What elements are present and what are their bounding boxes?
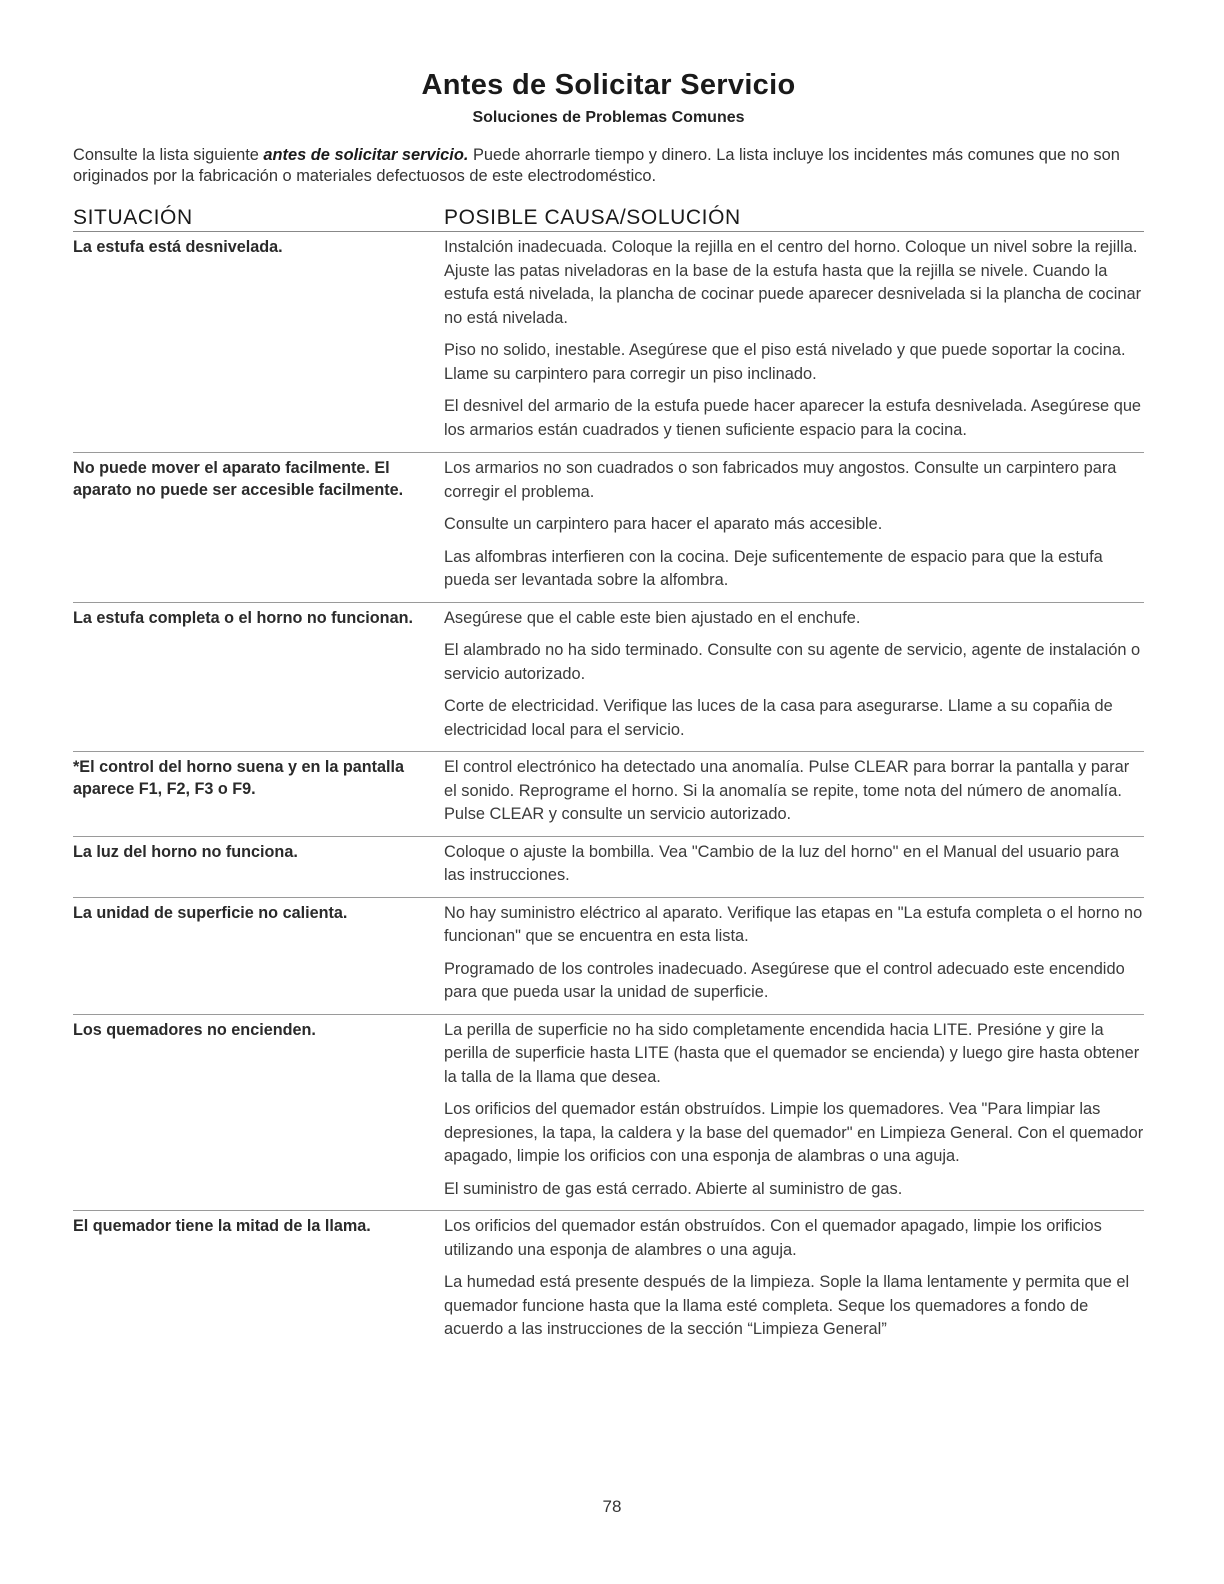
situation-text: La estufa completa o el horno no funcionan. <box>73 608 413 627</box>
troubleshooting-page <box>73 68 1144 1351</box>
cause-solution-text: Programado de los controles inadecuado. Asegúrese que el control adecuado este encendido para que pueda usar la unidad de superficie. <box>444 959 1125 1001</box>
cause-solution-text: Los orificios del quemador están obstruídos. Con el quemador apagado, limpie los orificios utilizando una esponja de alambres o una aguja. <box>444 1217 1102 1259</box>
situation-column-header: SITUACIÓN <box>73 206 193 229</box>
situation-text: La luz del horno no funciona. <box>73 842 298 861</box>
cause-list <box>444 756 1144 827</box>
cause-list <box>444 1019 1144 1202</box>
situation-text: *El control del horno suena y en la pantalla aparece F1, F2, F3 o F9. <box>73 758 405 798</box>
intro-text-before: Consulte la lista siguiente <box>73 146 264 164</box>
cause-solution-text: El alambrado no ha sido terminado. Consulte con su agente de servicio, agente de instalación o servicio autorizado. <box>444 641 1141 683</box>
cause-list <box>444 457 1144 593</box>
cause-solution-text: Corte de electricidad. Verifique las luces de la casa para asegurarse. Llame a su copañia de electricidad local para el servicio. <box>444 697 1113 739</box>
situation-text: No puede mover el aparato facilmente. El aparato no puede ser accesible facilmente. <box>73 459 404 499</box>
cause-list <box>444 236 1144 442</box>
troubleshooting-row <box>73 1015 1144 1212</box>
troubleshooting-row <box>73 232 1144 453</box>
intro-paragraph <box>73 145 1144 187</box>
cause-column-header: POSIBLE CAUSA/SOLUCIÓN <box>444 206 741 229</box>
cause-solution-text: Las alfombras interfieren con la cocina. Deje suficentemente de espacio para que la estufa pueda ser levantada sobre la alfombra. <box>444 547 1103 589</box>
cause-solution-text: Piso no solido, inestable. Asegúrese que el piso está nivelado y que puede soportar la cocina. Llame su carpintero para corregir un piso inclinado. <box>444 341 1126 383</box>
cause-solution-text: Consulte un carpintero para hacer el aparato más accesible. <box>444 515 883 533</box>
troubleshooting-row <box>73 603 1144 753</box>
column-headers <box>73 201 1144 232</box>
cause-solution-text: La perilla de superficie no ha sido completamente encendida hacia LITE. Presióne y gire la perilla de superficie hasta LITE (hasta que el quemador se encienda) y luego gire hasta obtener la talla de la llama que desea. <box>444 1020 1140 1086</box>
cause-solution-text: Instalción inadecuada. Coloque la rejilla en el centro del horno. Coloque un nivel sobre la rejilla. Ajuste las patas niveladoras en la base de la estufa hasta que la rejilla se nivele. Cuando la estufa está nivelada, la plancha de cocinar puede aparecer desnivelada si la plancha de cocinar no está nivelada. <box>444 238 1142 327</box>
page-title: Antes de Solicitar Servicio <box>421 69 796 101</box>
page-subtitle: Soluciones de Problemas Comunes <box>472 109 745 126</box>
troubleshooting-row <box>73 1211 1144 1351</box>
situation-text: Los quemadores no encienden. <box>73 1020 316 1039</box>
cause-solution-text: Los armarios no son cuadrados o son fabricados muy angostos. Consulte un carpintero para corregir el problema. <box>444 459 1117 501</box>
intro-text-after: Puede ahorrarle tiempo y dinero. La lista incluye los incidentes más comunes que no son originados por la fabricación o materiales defectuosos de este electrodoméstico. <box>73 146 1120 185</box>
cause-list <box>444 902 1144 1005</box>
cause-solution-text: Coloque o ajuste la bombilla. Vea "Cambio de la luz del horno" en el Manual del usuario para las instrucciones. <box>444 842 1119 884</box>
situation-text: La estufa está desnivelada. <box>73 238 283 256</box>
page-number: 78 <box>602 1497 622 1516</box>
troubleshooting-table <box>73 232 1144 1351</box>
cause-solution-text: Los orificios del quemador están obstruídos. Limpie los quemadores. Vea "Para limpiar las depresiones, la tapa, la caldera y la base del quemador" en Limpieza General. Con el quemador apagado, limpie los orificios con una esponja de alambras o una aguja. <box>444 1100 1144 1165</box>
cause-solution-text: No hay suministro eléctrico al aparato. Verifique las etapas en "La estufa completa o el horno no funcionan" que se encuentra en esta lista. <box>444 903 1143 945</box>
cause-solution-text: El suministro de gas está cerrado. Abierte al suministro de gas. <box>444 1179 903 1198</box>
troubleshooting-row <box>73 898 1144 1015</box>
troubleshooting-row <box>73 453 1144 603</box>
cause-solution-text: El desnivel del armario de la estufa puede hacer aparecer la estufa desnivelada. Asegúrese que los armarios están cuadrados y tienen suficiente espacio para la cocina. <box>444 397 1142 439</box>
cause-solution-text: El control electrónico ha detectado una anomalía. Pulse CLEAR para borrar la pantalla y parar el sonido. Reprograme el horno. Si la anomalía se repite, tome nota del número de anomalía. Pulse CLEAR y consulte un servicio autorizado. <box>444 758 1130 823</box>
cause-list <box>444 841 1144 888</box>
cause-solution-text: Asegúrese que el cable este bien ajustado en el enchufe. <box>444 608 861 627</box>
intro-emphasis: antes de solicitar servicio. <box>263 146 469 164</box>
situation-text: La unidad de superficie no calienta. <box>73 903 348 922</box>
troubleshooting-row <box>73 752 1144 837</box>
cause-solution-text: La humedad está presente después de la limpieza. Sople la llama lentamente y permita que el quemador funcione hasta que la llama esté completa. Seque los quemadores a fondo de acuerdo a las instrucciones de la sección “Limpieza General” <box>444 1273 1130 1338</box>
situation-text: El quemador tiene la mitad de la llama. <box>73 1217 371 1235</box>
cause-list <box>444 607 1144 743</box>
cause-list <box>444 1215 1144 1342</box>
troubleshooting-row <box>73 837 1144 898</box>
